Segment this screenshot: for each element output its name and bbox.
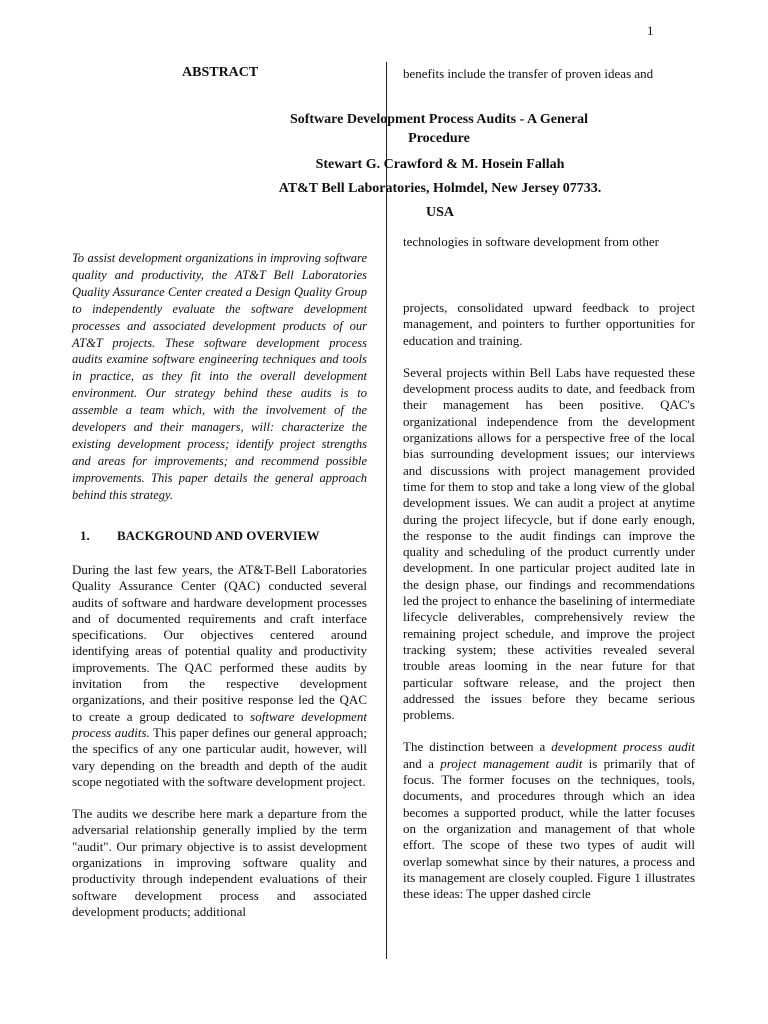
section-1-title: BACKGROUND AND OVERVIEW [117, 528, 320, 543]
right-top-line-2: technologies in software development from other [403, 234, 659, 249]
affiliation-line-2: USA [425, 205, 454, 220]
paper-title [250, 110, 628, 148]
left-para1-text-b: This paper defines our general approach; the specifics of any one particular audit, however, will vary depending on the breadth and depth of the audit scope negotiated with the software development project. [72, 724, 367, 789]
right-para3-text-b: and a [403, 755, 441, 771]
section-1-heading [80, 528, 320, 544]
right-column-body [403, 300, 695, 918]
page-number: 1 [647, 23, 654, 38]
right-paragraph-1: projects, consolidated upward feedback to project management, and pointers to further opportunities for education and training. [403, 300, 695, 348]
left-para1-emphasis: software development process audits. [72, 708, 367, 740]
right-top-line-1: benefits include the transfer of proven ideas and [403, 66, 654, 81]
right-paragraph-3 [403, 739, 695, 902]
abstract-heading: ABSTRACT [182, 65, 259, 80]
right-para3-text-c: is primarily that of focus. The former focuses on the techniques, tools, documents, and procedures through which an idea becomes a supported product, while the latter focuses on the organization and management of that whole effort. The scope of these two types of audit will overlap somewhat since by their natures, a process and its management are closely coupled. Figure 1 illustrates these ideas: The upper dashed circle [403, 755, 695, 902]
abstract-text: To assist development organizations in improving software quality and productivity, the AT&T Bell Laboratories Quality Assurance Center created a Design Quality Group to independently evaluate the software development processes and associated development products of our AT&T projects. These software development process audits examine software engineering techniques and tools in practice, as they fit into the overall development environment. Our strategy behind these audits is to assemble a team which, with the involvement of the developers and their managers, will: characterize the existing development process; identify project strengths and areas for improvements; and recommend possible improvements. This paper details the general approach behind this strategy. [72, 251, 367, 502]
left-para1-text-a: During the last few years, the AT&T-Bell Laboratories Quality Assurance Center (QAC) conducted several audits of software and hardware development processes and of documented requirements and craft interface specifications. Our objectives centered around identifying areas of potential quality and productivity improvements. The QAC performed these audits by invitation from the respective development organizations, and their positive response led the QAC to create a group dedicated to [72, 562, 367, 724]
right-para3-emphasis-1: development process audit [551, 739, 695, 755]
left-column-body [72, 562, 367, 936]
right-paragraph-2: Several projects within Bell Labs have requested these development process audits to date, and feedback from their management has been positive. QAC's organizational independence from the development organizations allows for a perspective free of the local bias surrounding development issues; our interviews and discussions with project management provided time for them to stop and take a long view of the global development issues. We can audit a project at anytime during the project lifecycle, but if done early enough, the response to the audit findings can improve the quality and scheduling of the product currently under development. In one particular project audited late in the design phase, our findings and recommendations led the project to enhance the baselining of intermediate lifecycle deliverables, comprehensively review the remaining project schedule, and improve the project tracking system; these activities revealed several trouble areas looming in the near future for that particular software release, and the project then addressed the issues before they became serious problems. [403, 364, 695, 723]
title-line-1: Software Development Process Audits - A General [289, 112, 589, 127]
affiliation-line-1: AT&T Bell Laboratories, Holmdel, New Jersey 07733. [278, 181, 602, 196]
left-paragraph-2: The audits we describe here mark a departure from the adversarial relationship generally implied by the term "audit". Our primary objective is to assist development organizations in improving software quality and productivity through independent evaluations of their software development process and associated development products; additional [72, 806, 367, 919]
title-line-2: Procedure [408, 131, 470, 146]
right-para3-text-a: The distinction between a [403, 739, 552, 755]
right-para3-emphasis-2: project management audit [440, 755, 583, 771]
left-paragraph-1 [72, 562, 367, 790]
authors: Stewart G. Crawford & M. Hosein Fallah [315, 157, 565, 172]
affiliation [210, 177, 670, 225]
section-1-number: 1. [80, 528, 90, 543]
